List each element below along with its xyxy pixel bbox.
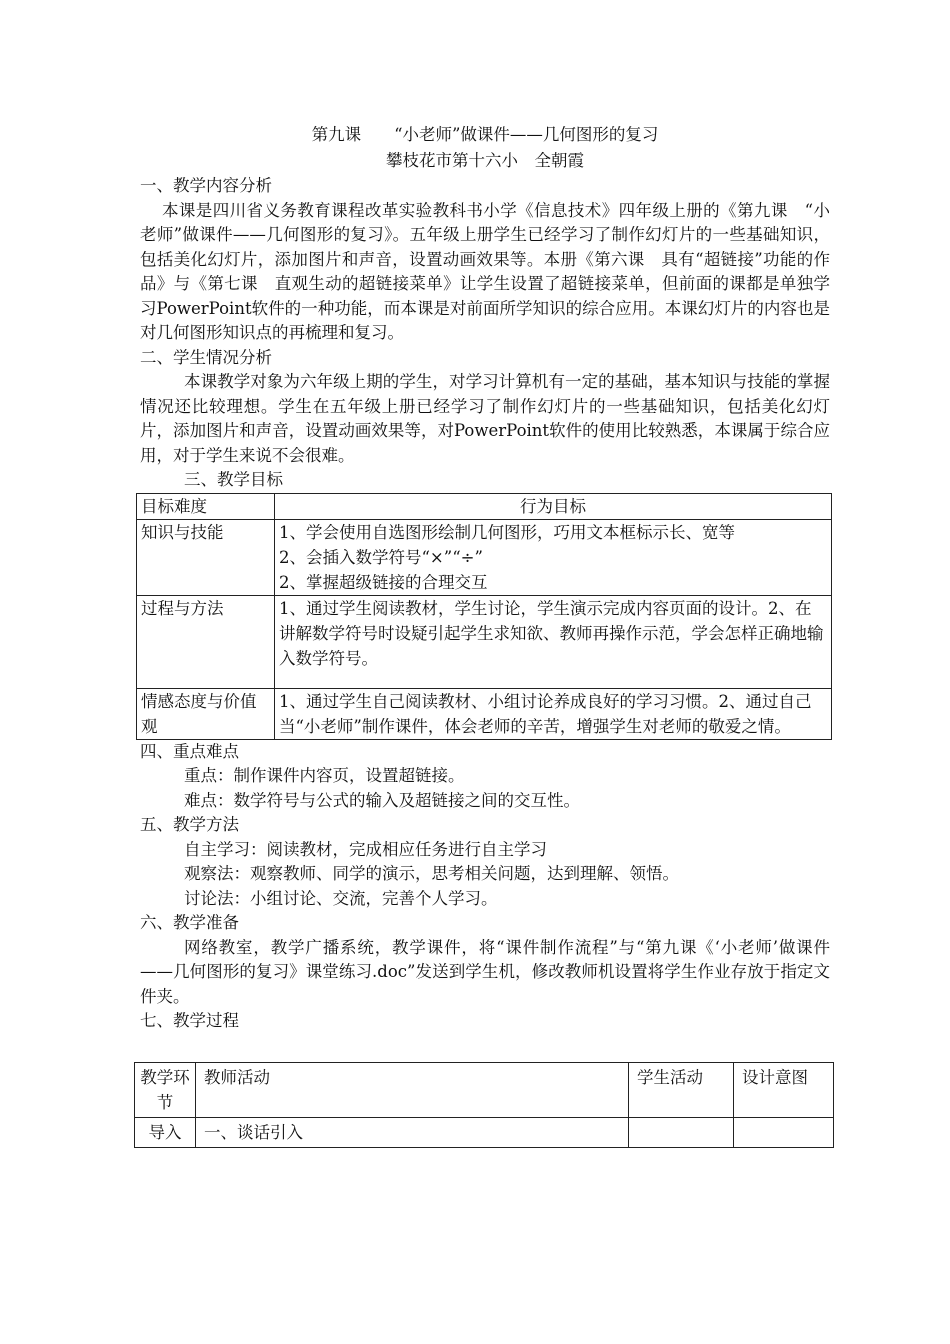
table-row bbox=[135, 1062, 834, 1117]
section-heading: 四、重点难点 bbox=[140, 741, 239, 761]
method-item: 观察法：观察教师、同学的演示，思考相关问题，达到理解、领悟。 bbox=[184, 864, 679, 883]
table-cell: 一、谈话引入 bbox=[196, 1117, 629, 1147]
table-header-cell: 行为目标 bbox=[275, 493, 832, 519]
goal-description bbox=[275, 519, 832, 595]
goal-line: 1、学会使用自选图形绘制几何图形，巧用文本框标示长、宽等 bbox=[279, 522, 735, 542]
goal-description: 1、通过学生阅读教材，学生讨论，学生演示完成内容页面的设计。2、在讲解数学符号时设疑引起学生求知欲、教师再操作示范，学会怎样正确地输入数学符号。 bbox=[275, 595, 832, 688]
difficult-point: 难点：数学符号与公式的输入及超链接之间的交互性。 bbox=[184, 790, 580, 810]
table-row bbox=[135, 1117, 834, 1147]
section-heading: 一、教学内容分析 bbox=[140, 176, 272, 195]
table-cell bbox=[629, 1117, 734, 1147]
section-heading: 六、教学准备 bbox=[140, 913, 239, 932]
goal-category: 过程与方法 bbox=[137, 595, 275, 688]
goal-category: 知识与技能 bbox=[137, 519, 275, 595]
table-row bbox=[137, 493, 832, 519]
process-table bbox=[134, 1062, 834, 1148]
table-header-cell: 目标难度 bbox=[137, 493, 275, 519]
goals-table bbox=[136, 493, 832, 740]
author-line: 攀枝花市第十六小 全朝霞 bbox=[386, 151, 584, 170]
goal-line: 2、掌握超级链接的合理交互 bbox=[279, 572, 488, 592]
table-header-cell: 设计意图 bbox=[734, 1062, 834, 1117]
table-cell bbox=[734, 1117, 834, 1147]
table-row bbox=[137, 688, 832, 739]
table-row bbox=[137, 595, 832, 688]
section-heading: 七、教学过程 bbox=[140, 1011, 239, 1030]
table-header-cell: 教学环节 bbox=[135, 1062, 196, 1117]
paragraph-preparation: 网络教室，教学广播系统，教学课件，将“课件制作流程”与“第九课《‘小老师’做课件——几何图形的复习》课堂练习.doc”发送到学生机，修改教师机设置将学生作业存放于指定文件夹。 bbox=[140, 937, 830, 1006]
goal-line: 2、会插入数学符号“×”“÷” bbox=[279, 547, 483, 567]
goal-category: 情感态度与价值观 bbox=[137, 688, 275, 739]
method-item: 讨论法：小组讨论、交流，完善个人学习。 bbox=[184, 888, 498, 908]
paragraph-student-analysis: 本课教学对象为六年级上期的学生，对学习计算机有一定的基础，基本知识与技能的掌握情况还比较理想。学生在五年级上册已经学习了制作幻灯片的一些基础知识，包括美化幻灯片，添加图片和声音，设置动画效果等，对PowerPoint软件的使用比较熟悉，本课属于综合应用，对于学生来说不会很难。 bbox=[140, 372, 830, 465]
section-heading: 五、教学方法 bbox=[140, 815, 239, 834]
goal-description: 1、通过学生自己阅读教材、小组讨论养成良好的学习习惯。2、通过自己当“小老师”制作课件，体会老师的辛苦，增强学生对老师的敬爱之情。 bbox=[275, 688, 832, 739]
table-cell: 导入 bbox=[135, 1117, 196, 1147]
method-item: 自主学习：阅读教材，完成相应任务进行自主学习 bbox=[184, 839, 547, 859]
paragraph-content-analysis: 本课是四川省义务教育课程改革实验教科书小学《信息技术》四年级上册的《第九课 “小老师”做课件——几何图形的复习》。五年级上册学生已经学习了制作幻灯片的一些基础知识，包括美化幻灯片，添加图片和声音，设置动画效果等。本册《第六课 具有“超链接”功能的作品》与《第七课 直观生动的超链接菜单》让学生设置了超链接菜单，但前面的课都是单独学习PowerPoint软件的一种功能，而本课是对前面所学知识的综合应用。本课幻灯片的内容也是对几何图形知识点的再梳理和复习。 bbox=[140, 200, 830, 342]
table-header-cell: 教师活动 bbox=[196, 1062, 629, 1117]
table-header-cell: 学生活动 bbox=[629, 1062, 734, 1117]
document-body bbox=[140, 122, 830, 1148]
lesson-title: 第九课 “小老师”做课件——几何图形的复习 bbox=[311, 125, 659, 144]
table-row bbox=[137, 519, 832, 595]
key-point: 重点：制作课件内容页，设置超链接。 bbox=[184, 766, 465, 785]
section-heading: 三、教学目标 bbox=[184, 470, 283, 489]
section-heading: 二、学生情况分析 bbox=[140, 347, 272, 367]
